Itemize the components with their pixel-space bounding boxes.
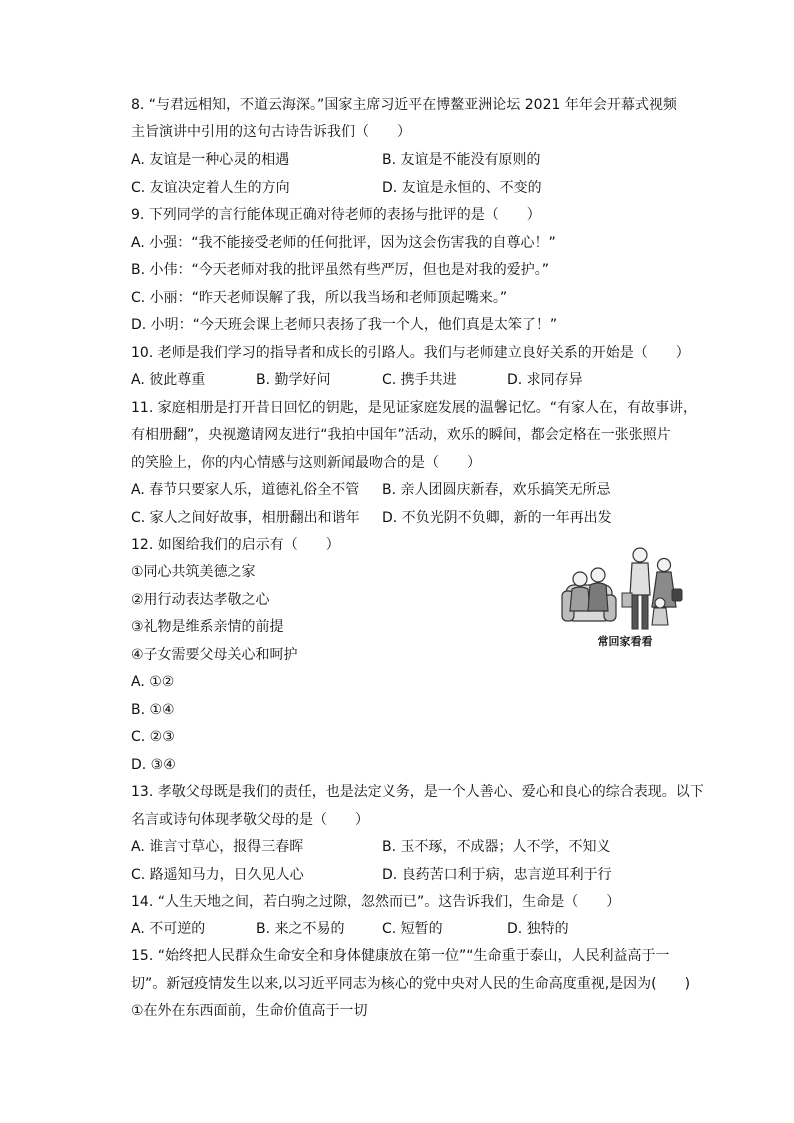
q13-option-d: D. 良药苦口利于病，忠言逆耳利于行 [382,867,612,883]
q9-option-a: A. 小强：“我不能接受老师的任何批评，因为这会伤害我的自尊心！” [131,235,556,251]
q8-option-a: A. 友谊是一种心灵的相遇 [131,152,290,168]
q11-stem-line-1: 11. 家庭相册是打开昔日回忆的钥匙，是见证家庭发展的温馨记忆。“有家人在，有故事讲， [131,400,697,416]
q12-statement-2: ②用行动表达孝敬之心 [131,592,270,608]
q15-stem-line-2: 切”。新冠疫情发生以来,以习近平同志为核心的党中央对人民的生命高度重视,是因为( ) [131,976,691,992]
q8-stem-line-1: 8. “与君远相知，不道云海深。”国家主席习近平在博鳌亚洲论坛 2021 年年会开幕式视频 [131,97,677,113]
q12-statement-4: ④子女需要父母关心和呵护 [131,647,298,663]
family-visit-drawing [560,545,690,633]
q9-option-c: C. 小丽：“昨天老师误解了我，所以我当场和老师顶起嘴来。” [131,290,508,306]
q11-stem-line-2: 有相册翻”，央视邀请网友进行“我拍中国年”活动，欢乐的瞬间，都会定格在一张张照片 [131,427,671,443]
q12-option-a: A. ①② [131,674,175,690]
q9-option-b: B. 小伟：“今天老师对我的批评虽然有些严厉，但也是对我的爱护。” [131,262,550,278]
q12-statement-1: ①同心共筑美德之家 [131,564,256,580]
q10-option-d: D. 求同存异 [507,372,583,388]
q12-option-c: C. ②③ [131,729,175,745]
q9-stem: 9. 下列同学的言行能体现正确对待老师的表扬与批评的是（ ） [131,207,541,223]
q8-option-b: B. 友谊是不能没有原则的 [382,152,541,168]
q12-option-d: D. ③④ [131,757,176,773]
q11-option-d: D. 不负光阴不负卿，新的一年再出发 [382,510,612,526]
q11-option-c: C. 家人之间好故事，相册翻出和谐年 [131,510,360,526]
figure-caption: 常回家看看 [597,635,653,648]
q9-option-d: D. 小明：“今天班会课上老师只表扬了我一个人，他们真是太笨了！” [131,317,558,333]
family-visit-illustration [560,545,690,653]
q8-stem-line-2: 主旨演讲中引用的这句古诗告诉我们（ ） [131,124,411,140]
q14-option-a: A. 不可逆的 [131,921,206,937]
q11-option-a: A. 春节只要家人乐，道德礼俗全不管 [131,482,360,498]
q15-stem-line-1: 15. “始终把人民群众生命安全和身体健康放在第一位”“生命重于泰山，人民利益高于一 [131,948,670,964]
q12-stem: 12. 如图给我们的启示有（ ） [131,537,340,553]
q10-option-c: C. 携手共进 [382,372,457,388]
q11-stem-line-3: 的笑脸上，你的内心情感与这则新闻最吻合的是（ ） [131,455,481,471]
q15-statement-1: ①在外在东西面前，生命价值高于一切 [131,1003,368,1019]
q14-option-b: B. 来之不易的 [256,921,345,937]
q13-option-a: A. 谁言寸草心，报得三春晖 [131,839,304,855]
q10-stem: 10. 老师是我们学习的指导者和成长的引路人。我们与老师建立良好关系的开始是（ ） [131,345,690,361]
q8-option-c: C. 友谊决定着人生的方向 [131,180,290,196]
q13-option-c: C. 路遥知马力，日久见人心 [131,867,304,883]
q14-stem: 14. “人生天地之间，若白驹之过隙，忽然而已”。这告诉我们，生命是（ ） [131,894,621,910]
q14-option-d: D. 独特的 [507,921,569,937]
q12-statement-3: ③礼物是维系亲情的前提 [131,619,284,635]
q12-option-b: B. ①④ [131,702,175,718]
q14-option-c: C. 短暂的 [382,921,443,937]
q13-stem-line-1: 13. 孝敬父母既是我们的责任，也是法定义务，是一个人善心、爱心和良心的综合表现。以下 [131,784,704,800]
q13-stem-line-2: 名言或诗句体现孝敬父母的是（ ） [131,812,369,828]
q10-option-a: A. 彼此尊重 [131,372,206,388]
q10-option-b: B. 勤学好问 [256,372,331,388]
q11-option-b: B. 亲人团圆庆新春，欢乐搞笑无所忌 [382,482,611,498]
q13-option-b: B. 玉不琢，不成器；人不学，不知义 [382,839,611,855]
q8-option-d: D. 友谊是永恒的、不变的 [382,180,542,196]
